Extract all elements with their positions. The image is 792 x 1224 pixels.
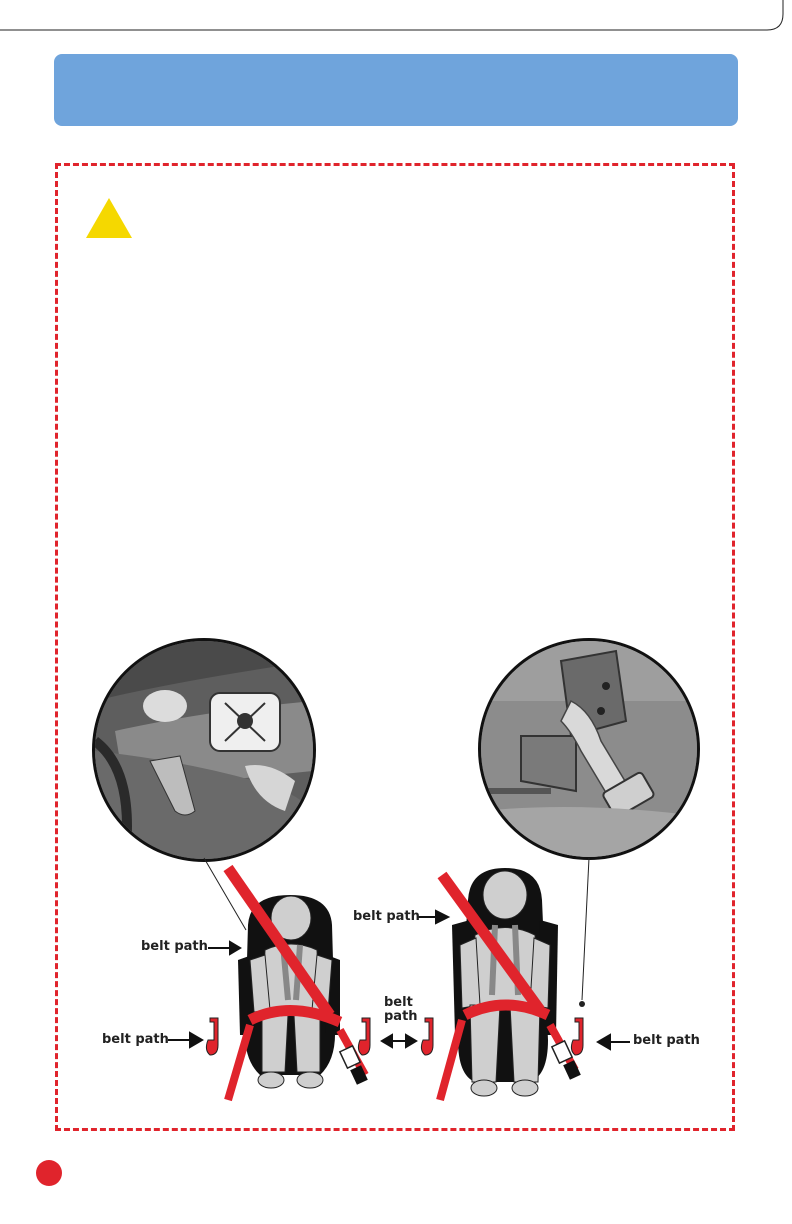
belt-path-label: belt path [141,939,208,954]
belt-path-label: path [384,1009,418,1024]
right-lap-guide-icon [358,1018,370,1055]
right-booster-seat [421,868,583,1100]
left-booster-seat [206,868,370,1100]
right-lap-guide-icon [571,1018,583,1055]
belt-path-label: belt path [102,1032,169,1047]
leader-line-right [582,858,589,1000]
belt-path-label: belt [384,995,413,1010]
belt-path-label: belt path [633,1033,700,1048]
belt-path-label: belt path [353,909,420,924]
left-lap-guide-icon [421,1018,433,1055]
page-indicator-dot [36,1160,62,1186]
left-lap-guide-icon [206,1018,218,1055]
